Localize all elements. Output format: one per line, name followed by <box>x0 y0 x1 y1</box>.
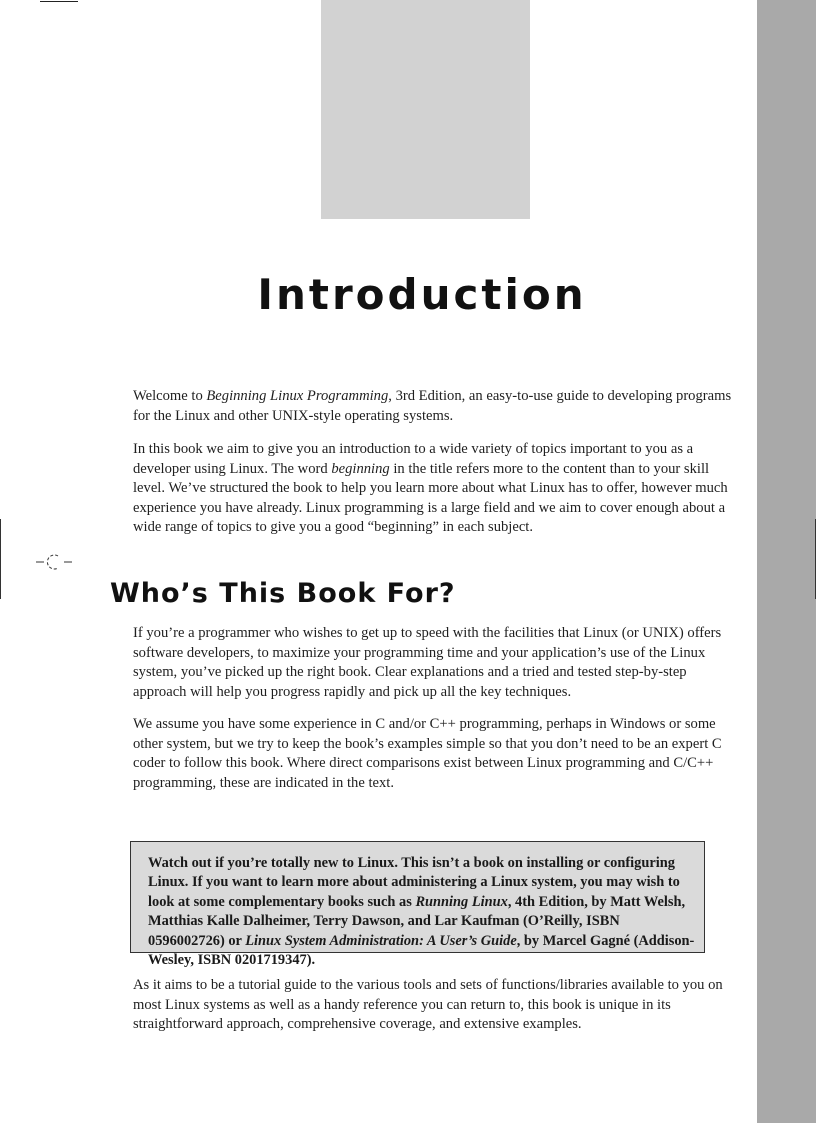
book-title: Linux System Administration: A User’s Guide <box>245 932 517 949</box>
intro-paragraph-1 <box>133 387 738 426</box>
chapter-title: Introduction <box>257 270 587 319</box>
book-title: Running Linux <box>415 893 508 910</box>
text-run: in the title refers more to the content than to your skill level. We’ve structured the book to help you learn more about what Linux has to offer, however much experience you have already. Linux programming is a large field and we aim to cover enough about a wide range of topics to give you a good “beginning” in each subject. <box>133 460 728 535</box>
page-side-tab <box>757 0 816 1123</box>
note-text <box>148 854 696 970</box>
registration-mark-icon <box>34 552 74 572</box>
text-run: , 3rd Edition, an easy-to-use guide to developing programs for the Linux and other UNIX-style operating systems. <box>133 388 732 424</box>
text-run: Watch out if you’re totally new to Linux. This isn’t a book on installing or configuring Linux. If you want to learn more about administering a Linux system, you may wish to look at some complementary books such as <box>148 855 680 910</box>
note-box <box>130 841 705 969</box>
section-paragraph-3: As it aims to be a tutorial guide to the various tools and sets of functions/libraries available to you on most Linux systems as well as a handy reference you can return to, this book is unique in its straightforward approach, comprehensive coverage, and extensive examples. <box>133 977 723 1032</box>
chapter-header-block <box>321 0 530 219</box>
top-crop-rule <box>40 1 78 2</box>
text-run: , by Marcel Gagné (Addison-Wesley, ISBN 0201719347). <box>148 932 695 969</box>
book-title: Beginning Linux Programming <box>206 388 389 404</box>
intro-paragraph-2 <box>133 440 738 538</box>
text-run: Welcome to <box>133 388 207 404</box>
left-edge-mark <box>0 519 1 599</box>
section-paragraph-1: If you’re a programmer who wishes to get up to speed with the facilities that Linux (or UNIX) offers software developers, to maximize your programming time and your application’s use of the Linux system, you’ve picked up the right book. Clear explanations and a tried and tested step-by-step approach will help you progress rapidly and pick up all the key techniques. <box>133 625 722 700</box>
emphasized-term: beginning <box>331 460 390 477</box>
section-heading: Who’s This Book For? <box>110 578 456 609</box>
section-paragraph-2: We assume you have some experience in C and/or C++ programming, perhaps in Windows or some other system, but we try to keep the book’s examples simple so that you don’t need to be an expert C coder to follow this book. Where direct comparisons exist between Linux programming and C/C++ programming, these are indicated in the text. <box>133 716 722 791</box>
text-run: In this book we aim to give you an introduction to a wide variety of topics important to you as a developer using Linux. The word <box>133 441 694 477</box>
text-run: , 4th Edition, by Matt Welsh, Matthias Kalle Dalheimer, Terry Dawson, and Lar Kaufman (O’Reilly, ISBN 0596002726) or <box>148 893 686 949</box>
